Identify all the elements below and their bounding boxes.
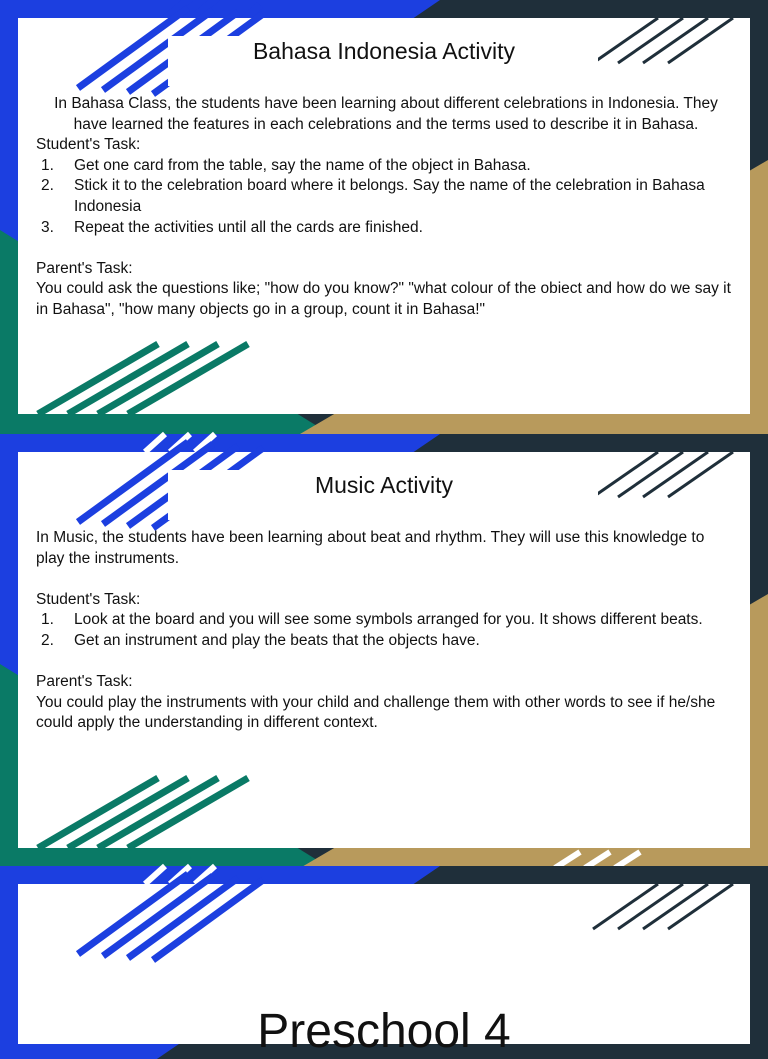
student-task-list — [36, 156, 736, 238]
activity-text — [36, 94, 736, 321]
title-card — [18, 884, 750, 1058]
activity-text — [36, 528, 736, 734]
list-item: 2. Get an instrument and play the beats that the objects have. — [41, 631, 480, 649]
list-item: 1. Look at the board and you will see some symbols arranged for you. It shows different beats. — [41, 611, 703, 629]
list-item: 2. Stick it to the celebration board where it belongs. Say the name of the celebration in Bahasa Indonesia — [41, 177, 705, 215]
slide-bahasa — [0, 0, 768, 434]
slide-music — [0, 434, 768, 868]
parent-task-heading: Parent's Task: — [36, 673, 133, 691]
slide-preschool — [0, 866, 768, 1058]
list-item: 3. Repeat the activities until all the cards are finished. — [41, 218, 423, 236]
student-task-list — [36, 610, 736, 651]
student-task-heading: Student's Task: — [36, 590, 141, 608]
list-item: 1. Get one card from the table, say the name of the object in Bahasa. — [41, 156, 531, 174]
intro-paragraph: In Music, the students have been learning about beat and rhythm. They will use this knowledge to play the instruments. — [36, 529, 705, 567]
page-title: Bahasa Indonesia Activity — [252, 38, 516, 64]
cover-title: Preschool 4 — [257, 1005, 511, 1058]
activity-card — [18, 18, 750, 414]
activity-card — [18, 452, 750, 848]
page-title: Music Activity — [314, 472, 454, 498]
parent-task-text: You could ask the questions like; "how do you know?" "what colour of the obiect and how do we say it in Bahasa", "how many objects go in a group, count it in Bahasa!" — [36, 280, 731, 318]
student-task-heading: Student's Task: — [36, 136, 141, 154]
parent-task-heading: Parent's Task: — [36, 259, 133, 277]
parent-task-text: You could play the instruments with your child and challenge them with other words to see if he/she could apply the understanding in different context. — [36, 693, 716, 732]
intro-paragraph: In Bahasa Class, the students have been learning about different celebrations in Indonesia. They have learned the features in each celebrations and the terms used to describe it in Bahasa. — [54, 95, 718, 133]
